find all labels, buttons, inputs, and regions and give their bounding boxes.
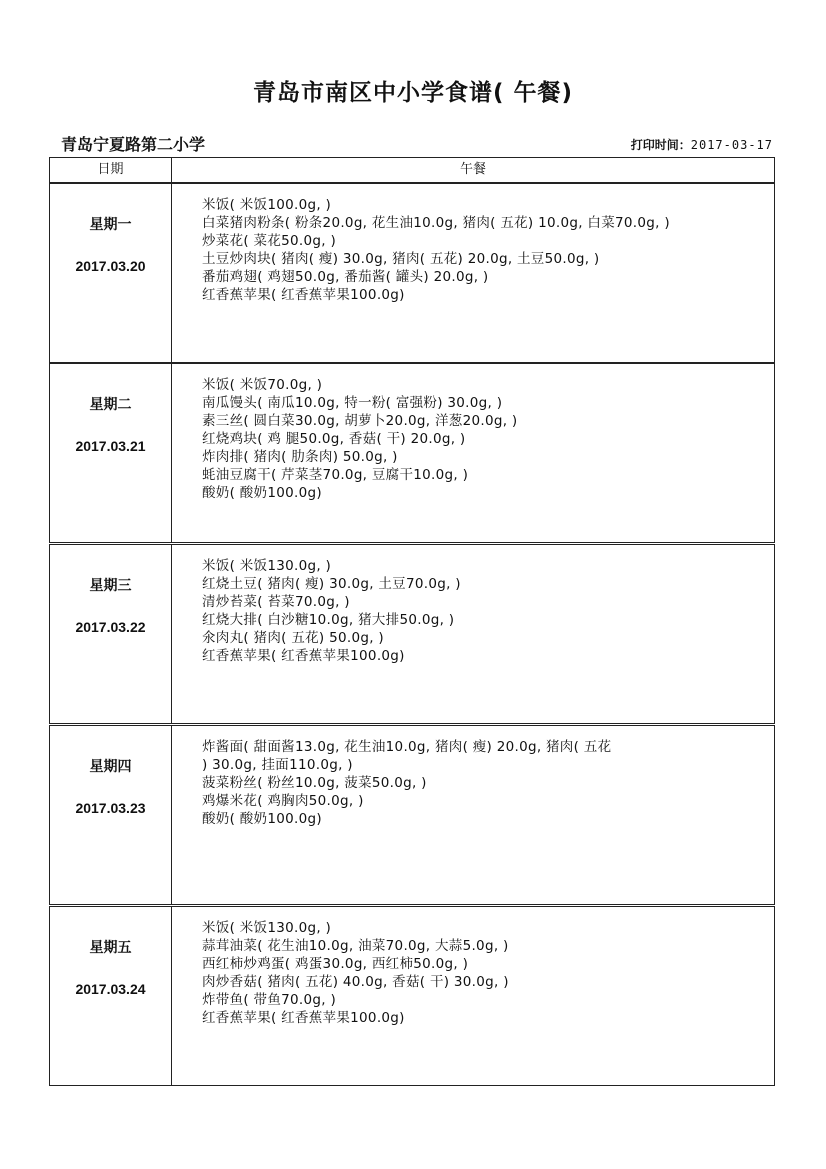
- date-label: 2017.03.23: [75, 800, 146, 816]
- menu-cell: [172, 184, 774, 362]
- menu-cell: [172, 726, 774, 904]
- date-label: 2017.03.20: [75, 258, 146, 274]
- menu-item: 白菜猪肉粉条( 粉条20.0g, 花生油10.0g, 猪肉( 五花) 10.0g, 白菜70.0g, ): [202, 215, 670, 231]
- menu-item: 番茄鸡翅( 鸡翅50.0g, 番茄酱( 罐头) 20.0g, ): [202, 269, 489, 285]
- menu-item: ) 30.0g, 挂面110.0g, ): [202, 757, 353, 773]
- menu-cell: [172, 545, 774, 723]
- menu-item: 炸酱面( 甜面酱13.0g, 花生油10.0g, 猪肉( 瘦) 20.0g, 猪肉( 五花: [202, 739, 612, 755]
- table-header: [49, 157, 775, 183]
- menu-item: 鸡爆米花( 鸡胸肉50.0g, ): [202, 793, 364, 809]
- table-row: [49, 183, 775, 363]
- menu-item: 土豆炒肉块( 猪肉( 瘦) 30.0g, 猪肉( 五花) 20.0g, 土豆50.0g, ): [202, 251, 600, 267]
- menu-item: 南瓜馒头( 南瓜10.0g, 特一粉( 富强粉) 30.0g, ): [202, 395, 503, 411]
- menu-item: 蒜茸油菜( 花生油10.0g, 油菜70.0g, 大蒜5.0g, ): [202, 938, 509, 954]
- menu-item: 红烧大排( 白沙糖10.0g, 猪大排50.0g, ): [202, 612, 455, 628]
- menu-item: 肉炒香菇( 猪肉( 五花) 40.0g, 香菇( 干) 30.0g, ): [202, 974, 509, 990]
- day-cell: [50, 364, 172, 542]
- menu-item: 氽肉丸( 猪肉( 五花) 50.0g, ): [202, 630, 384, 646]
- weekday-label: 星期四: [89, 759, 132, 775]
- header-date: 日期: [50, 158, 172, 182]
- menu-item: 米饭( 米饭100.0g, ): [202, 197, 332, 213]
- day-cell: [50, 545, 172, 723]
- date-label: 2017.03.21: [75, 438, 146, 454]
- menu-item: 米饭( 米饭130.0g, ): [202, 920, 332, 936]
- page-title: 青岛市南区中小学食谱( 午餐): [252, 80, 574, 106]
- menu-item: 炒菜花( 菜花50.0g, ): [202, 233, 337, 249]
- menu-item: 红香蕉苹果( 红香蕉苹果100.0g): [202, 1010, 405, 1026]
- table-row: [49, 725, 775, 905]
- menu-item: 清炒苔菜( 苔菜70.0g, ): [202, 594, 350, 610]
- date-label: 2017.03.24: [75, 981, 146, 997]
- table-row: [49, 544, 775, 724]
- menu-item: 米饭( 米饭130.0g, ): [202, 558, 332, 574]
- menu-item: 红香蕉苹果( 红香蕉苹果100.0g): [202, 287, 405, 303]
- date-label: 2017.03.22: [75, 619, 146, 635]
- print-time-value: 2017-03-17: [690, 138, 773, 152]
- weekday-label: 星期一: [89, 217, 132, 233]
- menu-item: 酸奶( 酸奶100.0g): [202, 485, 322, 501]
- menu-item: 红烧土豆( 猪肉( 瘦) 30.0g, 土豆70.0g, ): [202, 576, 461, 592]
- menu-cell: [172, 364, 774, 542]
- table-row: [49, 906, 775, 1086]
- weekday-label: 星期二: [89, 397, 132, 413]
- menu-item: 炸肉排( 猪肉( 肋条肉) 50.0g, ): [202, 449, 398, 465]
- print-time-label: 打印时间：: [630, 138, 691, 152]
- header-lunch: 午餐: [459, 162, 486, 177]
- menu-item: 红烧鸡块( 鸡 腿50.0g, 香菇( 干) 20.0g, ): [202, 431, 466, 447]
- menu-item: 素三丝( 圆白菜30.0g, 胡萝卜20.0g, 洋葱20.0g, ): [202, 413, 518, 429]
- menu-item: 炸带鱼( 带鱼70.0g, ): [202, 992, 337, 1008]
- menu-cell: [172, 907, 774, 1085]
- school-name: 青岛宁夏路第二小学: [61, 135, 206, 154]
- weekday-label: 星期三: [89, 578, 132, 594]
- menu-item: 菠菜粉丝( 粉丝10.0g, 菠菜50.0g, ): [202, 775, 427, 791]
- menu-item: 米饭( 米饭70.0g, ): [202, 377, 323, 393]
- menu-item: 红香蕉苹果( 红香蕉苹果100.0g): [202, 648, 405, 664]
- weekday-label: 星期五: [89, 940, 132, 956]
- table-row: [49, 363, 775, 543]
- menu-item: 酸奶( 酸奶100.0g): [202, 811, 322, 827]
- day-cell: [50, 726, 172, 904]
- menu-item: 西红柿炒鸡蛋( 鸡蛋30.0g, 西红柿50.0g, ): [202, 956, 469, 972]
- day-cell: [50, 184, 172, 362]
- print-time: [631, 136, 773, 153]
- menu-item: 蚝油豆腐干( 芹菜茎70.0g, 豆腐干10.0g, ): [202, 467, 469, 483]
- day-cell: [50, 907, 172, 1085]
